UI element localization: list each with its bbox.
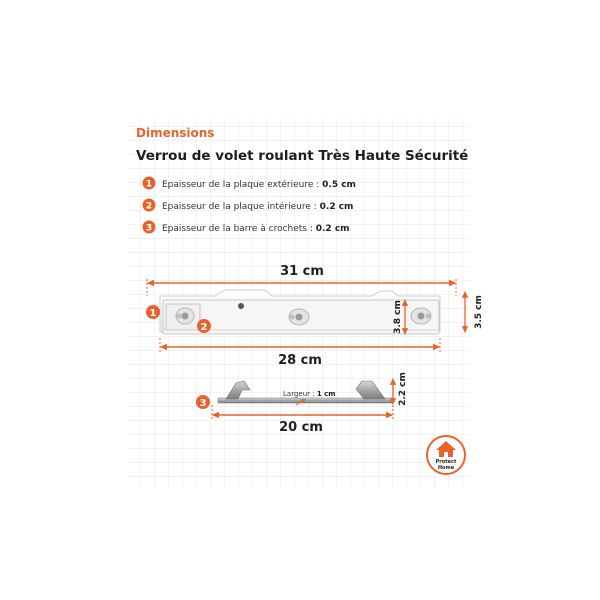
plate-inner-height: 3.8 cm xyxy=(393,300,403,334)
logo-line1: Protect xyxy=(435,459,457,465)
bolt-left xyxy=(176,308,194,324)
bar-height: 2.2 cm xyxy=(398,372,408,406)
spec-label: Epaisseur de la barre à crochets : xyxy=(162,224,316,234)
callout-badge-number: 2 xyxy=(145,201,153,212)
brand-logo xyxy=(427,436,465,474)
spec-value: 0.5 cm xyxy=(322,180,356,190)
svg-text:3: 3 xyxy=(199,398,207,409)
callout-inner-plate xyxy=(197,319,211,333)
callout-hook-bar xyxy=(196,395,210,409)
spec-label: Epaisseur de la plaque extérieure : xyxy=(162,180,323,190)
bar-width: 20 cm xyxy=(279,420,323,435)
svg-text:2: 2 xyxy=(200,322,208,333)
bolt-right xyxy=(411,308,431,324)
rivet xyxy=(238,303,244,309)
svg-text:Largeur : 1 cm xyxy=(283,390,336,398)
spec-value: 0.2 cm xyxy=(319,202,354,212)
spec-value: 0.2 cm xyxy=(315,224,350,234)
callout-badge-number: 1 xyxy=(145,179,153,190)
logo-line2: Home xyxy=(437,465,455,471)
callout-badge-number: 3 xyxy=(145,223,153,234)
callout-outer-plate xyxy=(146,305,160,319)
bar-thickness-value: 1 cm xyxy=(316,390,336,398)
spec-text xyxy=(162,224,350,234)
svg-text:1: 1 xyxy=(149,308,157,319)
spec-label: Epaisseur de la plaque intérieure : xyxy=(162,202,320,212)
spec-list xyxy=(143,177,356,235)
product-title: Verrou de volet roulant Très Haute Sécurité xyxy=(136,148,469,164)
section-label: Dimensions xyxy=(136,126,215,140)
plate-total-height: 3.5 cm xyxy=(474,295,484,329)
bolt-center xyxy=(289,309,309,325)
plate-total-width: 31 cm xyxy=(280,264,324,279)
bar-thickness-text: Largeur : xyxy=(283,390,317,398)
spec-text xyxy=(162,179,356,190)
plate-inner-width: 28 cm xyxy=(278,353,322,368)
spec-text xyxy=(162,201,353,212)
